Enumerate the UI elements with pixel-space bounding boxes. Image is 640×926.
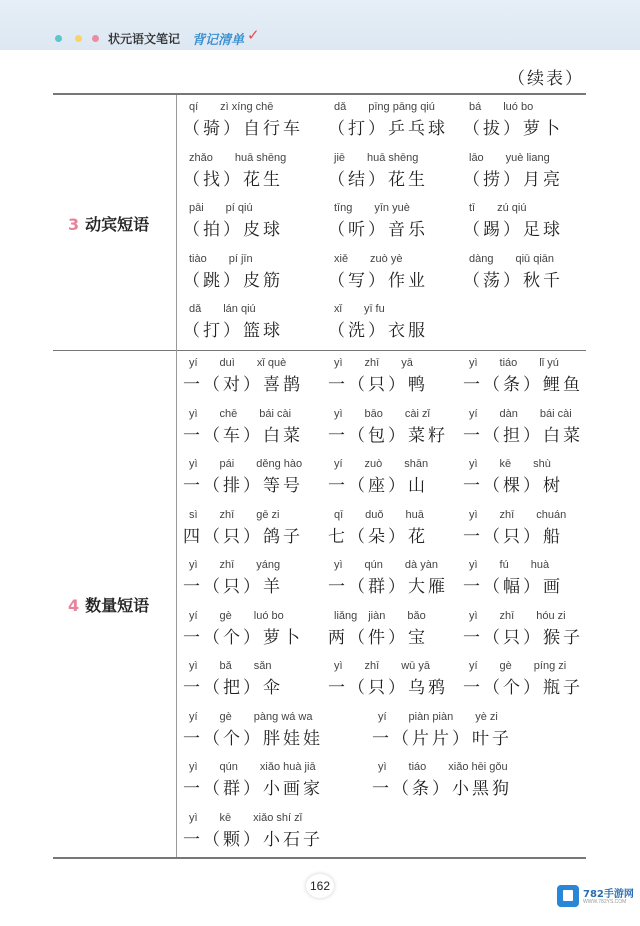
- phrase-pinyin: yì bǎ sǎn: [189, 660, 272, 672]
- phrase-pinyin: yì zhī hóu zi: [469, 609, 566, 622]
- phrase-item: [463, 98, 563, 139]
- phrase-pinyin: yì qún xiǎo huà jiā: [189, 761, 316, 773]
- phrase-text: 一（车）白菜: [183, 425, 303, 446]
- phrase-pinyin: yí gè pàng wá wa: [189, 710, 313, 723]
- phrase-item: [183, 657, 283, 698]
- phrase-item: [463, 405, 583, 446]
- phrase-pinyin: pāi pí qiú: [189, 202, 253, 214]
- phrase-text: 一（条）小黑狗: [372, 779, 512, 799]
- phrase-item: [328, 607, 428, 648]
- section-label: [68, 212, 149, 235]
- phrase-pinyin: yì zhī wū yā: [334, 660, 430, 672]
- phrase-item: [183, 405, 303, 446]
- section-tag: 背记清单: [192, 33, 245, 48]
- phrase-text: 一（排）等号: [183, 476, 303, 496]
- phrase-pinyin: yì tiáo xiǎo hēi gǒu: [378, 761, 508, 773]
- phrase-item: [328, 199, 428, 240]
- phrase-text: （写）作业: [328, 270, 428, 291]
- phrase-pinyin: yì pái děng hào: [189, 458, 303, 470]
- phrase-text: 一（幅）画: [463, 577, 563, 597]
- phrase-pinyin: yì zhī yā: [334, 357, 413, 369]
- phrase-text: 七（朵）花: [328, 526, 428, 547]
- phrase-pinyin: yì qún dà yàn: [334, 559, 438, 571]
- phrase-text: （洗）衣服: [328, 321, 428, 341]
- phrase-text: 一（个）瓶子: [463, 678, 583, 698]
- watermark-logo-icon: [557, 885, 579, 907]
- phrase-item: [328, 455, 428, 496]
- phrase-item: [183, 607, 303, 648]
- phrase-item: [183, 809, 323, 850]
- phrase-pinyin: dǎ pīng pāng qiú: [334, 101, 435, 113]
- dot-icon: [75, 35, 82, 42]
- check-icon: ✓: [247, 26, 260, 44]
- phrase-pinyin: bá luó bo: [469, 101, 534, 113]
- phrase-text: 一（颗）小石子: [183, 829, 323, 850]
- phrase-item: [183, 98, 303, 139]
- phrase-item: [183, 758, 323, 799]
- phrase-item: [183, 354, 303, 395]
- phrase-pinyin: yì zhī chuán: [469, 508, 567, 521]
- phrase-item: [463, 556, 563, 597]
- phrase-item: [328, 300, 428, 341]
- phrase-text: 一（座）山: [328, 476, 428, 496]
- phrase-pinyin: yì chē bái cài: [189, 407, 292, 420]
- book-brand: 状元语文笔记: [108, 32, 181, 46]
- phrase-item: [328, 354, 428, 395]
- phrase-text: （跳）皮筋: [183, 270, 283, 291]
- phrase-pinyin: yí gè luó bo: [189, 609, 284, 622]
- phrase-text: （结）花生: [328, 169, 428, 190]
- phrase-pinyin: yí zuò shān: [334, 458, 429, 470]
- phrase-pinyin: tīng yīn yuè: [334, 202, 410, 214]
- section-number: 3: [68, 215, 80, 234]
- phrase-text: （打）乒乓球: [328, 119, 448, 139]
- phrase-text: 一（担）白菜: [463, 425, 583, 446]
- phrase-text: 一（棵）树: [463, 476, 563, 496]
- table-top-border: [53, 93, 586, 95]
- phrase-item: [328, 98, 448, 139]
- phrase-text: （打）篮球: [183, 321, 283, 341]
- phrase-item: [183, 300, 283, 341]
- phrase-text: 一（条）鲤鱼: [463, 375, 583, 395]
- section-title: 数量短语: [85, 596, 150, 615]
- header-band: [0, 0, 640, 50]
- phrase-item: [183, 149, 286, 190]
- phrase-text: 一（群）大雁: [328, 577, 448, 597]
- phrase-pinyin: yí piàn piàn yè zi: [378, 710, 498, 723]
- phrase-pinyin: yì fú huà: [469, 559, 550, 571]
- phrase-item: [463, 506, 566, 547]
- phrase-text: 两（件）宝: [328, 627, 428, 648]
- phrase-item: [328, 405, 448, 446]
- dot-icon: [55, 35, 62, 42]
- column-divider: [176, 95, 177, 857]
- phrase-pinyin: yí dàn bái cài: [469, 407, 572, 420]
- phrase-pinyin: xǐ yī fu: [334, 303, 385, 315]
- phrase-item: [183, 455, 303, 496]
- phrase-text: （荡）秋千: [463, 270, 563, 291]
- phrase-item: [183, 708, 323, 749]
- page-number: 162: [306, 874, 334, 898]
- phrase-item: [183, 556, 283, 597]
- phrase-text: 一（包）菜籽: [328, 425, 448, 446]
- phrase-item: [463, 199, 563, 240]
- phrase-text: （听）音乐: [328, 220, 428, 240]
- dot-icon: [92, 35, 99, 42]
- phrase-item: [463, 354, 583, 395]
- phrase-text: 一（个）萝卜: [183, 627, 303, 648]
- phrase-pinyin: liǎng jiàn bǎo: [334, 609, 426, 622]
- phrase-pinyin: qí zì xíng chē: [189, 101, 274, 113]
- phrase-item: [372, 708, 512, 749]
- phrase-pinyin: yì tiáo lǐ yú: [469, 357, 559, 369]
- phrase-pinyin: tī zú qiú: [469, 202, 527, 214]
- phrase-item: [183, 199, 283, 240]
- phrase-text: （踢）足球: [463, 220, 563, 240]
- section-title: 动宾短语: [85, 215, 150, 234]
- phrase-item: [463, 250, 563, 291]
- phrase-text: 一（只）猴子: [463, 627, 583, 648]
- phrase-item: [328, 556, 448, 597]
- phrase-item: [328, 149, 428, 190]
- phrase-text: 四（只）鸽子: [183, 526, 303, 547]
- phrase-item: [463, 657, 583, 698]
- row-divider: [53, 350, 586, 351]
- phrase-pinyin: yí gè píng zi: [469, 660, 567, 672]
- phrase-pinyin: yì kē shù: [469, 458, 551, 470]
- phrase-pinyin: yì zhī yáng: [189, 559, 281, 571]
- phrase-pinyin: sì zhī gē zi: [189, 508, 280, 521]
- phrase-text: （捞）月亮: [463, 169, 563, 190]
- phrase-item: [463, 607, 583, 648]
- phrase-pinyin: dǎ lán qiú: [189, 303, 256, 315]
- phrase-item: [328, 657, 448, 698]
- phrase-text: 一（片片）叶子: [372, 728, 512, 749]
- phrase-pinyin: yí duì xǐ què: [189, 357, 287, 369]
- phrase-text: 一（群）小画家: [183, 779, 323, 799]
- phrase-pinyin: yì kē xiǎo shí zǐ: [189, 811, 303, 824]
- phrase-item: [328, 506, 428, 547]
- phrase-text: （骑）自行车: [183, 119, 303, 139]
- continued-label: （续表）: [508, 69, 584, 89]
- phrase-pinyin: xiě zuò yè: [334, 252, 403, 265]
- section-number: 4: [68, 596, 80, 615]
- phrase-text: （拍）皮球: [183, 220, 283, 240]
- phrase-pinyin: zhǎo huā shēng: [189, 151, 287, 164]
- phrase-text: 一（只）乌鸦: [328, 678, 448, 698]
- phrase-text: 一（只）羊: [183, 577, 283, 597]
- phrase-item: [463, 149, 563, 190]
- phrase-text: （拔）萝卜: [463, 119, 563, 139]
- phrase-text: 一（对）喜鹊: [183, 375, 303, 395]
- watermark-url: WWW.782YS.COM: [583, 899, 627, 905]
- phrase-item: [183, 506, 303, 547]
- phrase-pinyin: dàng qiū qiān: [469, 252, 555, 265]
- phrase-text: （找）花生: [183, 169, 283, 190]
- phrase-item: [328, 250, 428, 291]
- watermark-name: 782手游网: [583, 889, 634, 900]
- phrase-pinyin: lāo yuè liang: [469, 151, 550, 164]
- phrase-text: 一（把）伞: [183, 678, 283, 698]
- phrase-text: 一（个）胖娃娃: [183, 728, 323, 749]
- phrase-pinyin: yì bāo cài zǐ: [334, 407, 430, 420]
- phrase-item: [372, 758, 512, 799]
- phrase-pinyin: tiào pí jīn: [189, 252, 253, 265]
- phrase-text: 一（只）鸭: [328, 375, 428, 395]
- phrase-text: 一（只）船: [463, 526, 563, 547]
- phrase-item: [463, 455, 563, 496]
- phrase-item: [183, 250, 283, 291]
- table-bottom-border: [53, 857, 586, 859]
- phrase-pinyin: jiē huā shēng: [334, 151, 419, 164]
- section-label: [68, 593, 149, 616]
- phrase-pinyin: qī duǒ huā: [334, 508, 424, 521]
